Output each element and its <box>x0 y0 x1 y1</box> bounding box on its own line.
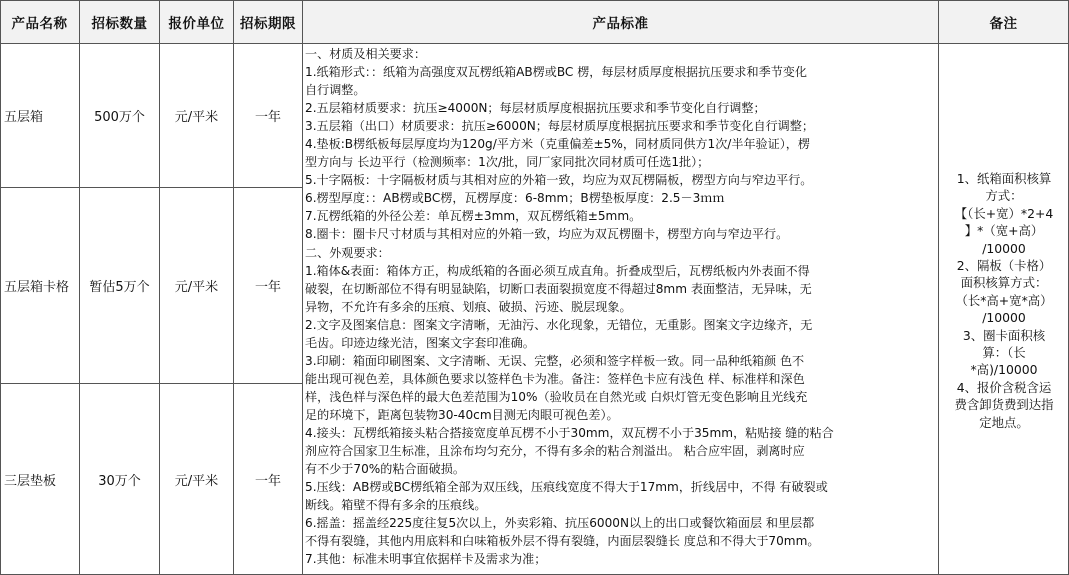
row1-term: 一年 <box>254 110 281 125</box>
standard-line: 1.纸箱形式：：纸箱为高强度双瓦楞纸箱AB楞或BC 楞，每层材质厚度根据抗压要求和季节变化 <box>305 65 807 80</box>
remark-line: 【（长+宽）*2+4 <box>954 205 1054 221</box>
standard-line: 2.五层箱材质要求：抗压≥4000N；每层材质厚度根据抗压要求和季节变化自行调整； <box>305 101 766 116</box>
grid-col4 <box>302 0 303 575</box>
standard-line: 足的环境下，距离包装物30-40cm目测无肉眼可视色差）。 <box>305 407 619 422</box>
remark-line: 方式： <box>985 188 1023 204</box>
standard-line: 8.圈卡：圈卡尺寸材质与其相对应的外箱一致，均应为双瓦楞圈卡，楞型方向与窄边平行。 <box>305 227 789 242</box>
standard-line: 有不少于70%的粘合面破损。 <box>305 462 465 477</box>
remark-line: /10000 <box>982 240 1026 256</box>
row3-unit: 元/平米 <box>174 473 219 489</box>
standard-line: 自行调整。 <box>305 83 366 98</box>
row1-quantity: 500万个 <box>94 110 145 125</box>
standard-line: 6.楞型厚度：：AB楞或BC楞，瓦楞厚度：6-8mm；B楞垫板厚度：2.5－3ｍｍ <box>305 191 725 206</box>
standard-line: 毛齿。印迹边缘光洁，图案文字套印准确。 <box>305 335 535 350</box>
header-bid-term: 招标期限 <box>234 0 302 43</box>
standard-line: 5.压线：AB楞或BC楞纸箱全部为双压线，压痕线宽度不得大于17mm，折线居中，不得 有破裂或 <box>305 480 828 495</box>
standard-line: 7.其他：标准未明事宜依据样卡及需求为准； <box>305 552 547 567</box>
standard-line: 2.文字及图案信息：图案文字清晰，无油污、水化现象，无错位，无重影。图案文字边缘齐，无 <box>305 317 813 332</box>
grid-col5 <box>938 0 939 575</box>
remark-line: 2、隔板（卡格） <box>956 258 1052 274</box>
grid-top <box>0 0 1069 1</box>
standard-line: 5.十字隔板：十字隔板材质与其相对应的外箱一致，均应为双瓦楞隔板，楞型方向与窄边平行。 <box>305 173 813 188</box>
remark-line: *高)/10000 <box>970 362 1038 378</box>
remark-line: 面积核算方式： <box>960 275 1048 291</box>
standard-line: 4.接头：瓦楞纸箱接头粘合搭接宽度单瓦楞不小于30mm，双瓦楞不小于35mm，粘贴接 缝的粘合 <box>305 425 834 440</box>
standard-line: 一、材质及相关要求： <box>305 47 426 61</box>
standard-line: 1.箱体&表面：箱体方正，构成纸箱的各面必须互成直角。折叠成型后，瓦楞纸板内外表面不得 <box>305 263 810 278</box>
header-product-standard: 产品标准 <box>303 0 938 43</box>
remark-line: 费含卸货费到达指 <box>954 397 1054 413</box>
standard-line: 3.五层箱（出口）材质要求：抗压≥6000N；每层材质厚度根据抗压要求和季节变化自行调整； <box>305 119 814 134</box>
product-standard-text <box>305 45 937 568</box>
standard-line: 破裂，在切断部位不得有明显缺陷，切断口表面裂损宽度不得超过8mm 表面整洁，无异味，无 <box>305 281 812 296</box>
remark-line: （长*高+宽*高） <box>955 292 1053 308</box>
row1-unit: 元/平米 <box>174 110 219 125</box>
remarks-text <box>940 170 1068 431</box>
remark-line: 定地点。 <box>979 414 1029 430</box>
standard-line: 样，浅色样与深色样的最大色差范围为10%（验收员在自然光或 白炽灯管无变色影响且光线充 <box>305 389 808 404</box>
standard-line: 7.瓦楞纸箱的外径公差：单瓦楞±3mm，双瓦楞纸箱±5mm。 <box>305 209 642 224</box>
standard-line: 断线。箱壁不得有多余的压痕线。 <box>305 498 487 513</box>
standard-line: 二、外观要求： <box>305 245 390 260</box>
row2-term: 一年 <box>254 280 281 295</box>
row3-term: 一年 <box>254 473 281 489</box>
header-price-unit: 报价单位 <box>160 0 233 43</box>
row2-unit: 元/平米 <box>174 280 219 295</box>
standard-line: 不得有裂缝，其他内用底料和白味箱板外层不得有裂缝，内面层裂缝长 度总和不得大于70mm。 <box>305 534 820 549</box>
standard-line: 3.印刷：箱面印刷图案、文字清晰、无误、完整，必须和签字样板一致。同一品种纸箱颜 色不 <box>305 353 805 368</box>
header-remarks: 备注 <box>939 0 1068 43</box>
remark-line: /10000 <box>982 310 1026 326</box>
standard-line: 剂应符合国家卫生标准，且涂布均匀充分，不得有多余的粘合剂溢出。 粘合应牢固，剥离时应 <box>305 444 805 459</box>
row3-quantity: 30万个 <box>98 473 141 489</box>
standard-line: 异物，不允许有多余的压痕、划痕、破损、污迹、脱层现象。 <box>305 299 632 314</box>
row1-name: 五层箱 <box>4 110 44 125</box>
remark-line: 算：（长 <box>982 345 1026 361</box>
standard-line: 型方向与 长边平行（检测频率：1次/批，同厂家同批次同材质可任选1批）； <box>305 155 710 170</box>
standard-line: 6.摇盖：摇盖经225度往复5次以上，外卖彩箱、抗压6000N以上的出口或餐饮箱面层 和里层都 <box>305 516 815 531</box>
header-bid-quantity: 招标数量 <box>80 0 159 43</box>
standard-line: 能出现可视色差，具体颜色要求以签样色卡为准。备注：签样色卡应有浅色 样、标准样和深色 <box>305 371 805 386</box>
remark-line: 4、报价含税含运 <box>956 379 1052 395</box>
row2-name: 五层箱卡格 <box>4 280 70 295</box>
remark-line: 】*（宽+高） <box>964 223 1044 239</box>
remark-line: 3、圈卡面积核 <box>962 327 1046 343</box>
row2-quantity: 暂估5万个 <box>89 280 150 295</box>
standard-line: 4.垫板:B楞纸板每层厚度均为120g/平方米（克重偏差±5%，同材质同供方1次/半年验证），楞 <box>305 137 810 152</box>
header-product-name: 产品名称 <box>0 0 79 43</box>
row3-name: 三层垫板 <box>4 473 57 489</box>
remark-line: 1、纸箱面积核算 <box>956 171 1052 186</box>
